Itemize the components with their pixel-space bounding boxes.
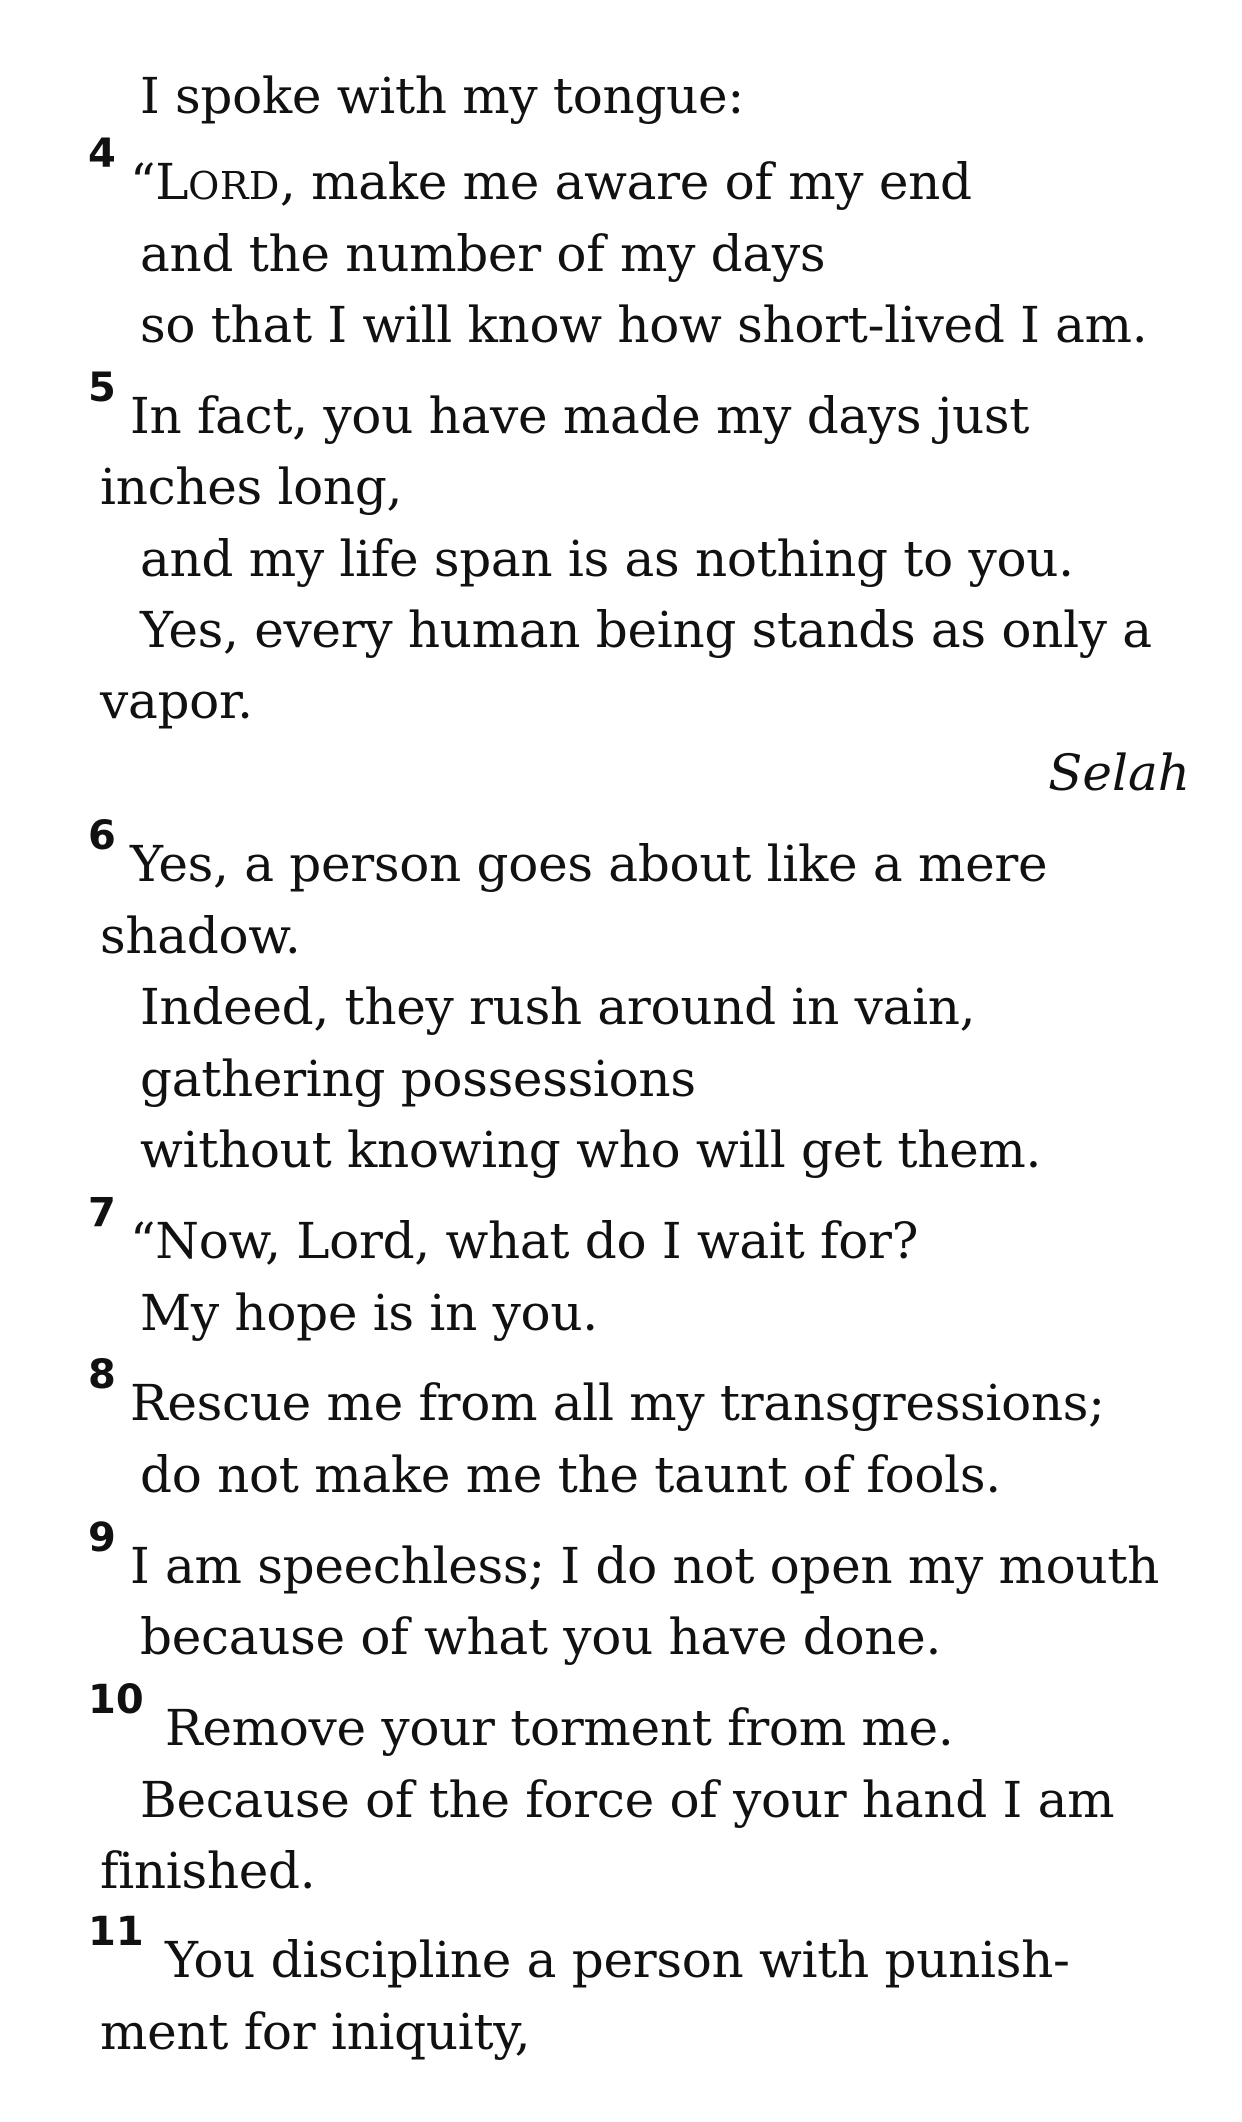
verse-6-line-1: Yes, a person goes about like a mere: [130, 835, 1048, 893]
verse-11-line-1: You discipline a person with punish-: [165, 1931, 1070, 1989]
verse-4-line-1: [130, 150, 972, 218]
verse-6-line-3: gathering possessions: [140, 1050, 696, 1108]
verse-number-8: 8: [88, 1352, 116, 1398]
verse-4-line-1-rest: , make me aware of my end: [279, 153, 972, 211]
selah-marker: Selah: [1048, 744, 1190, 802]
verse-10-line-1: Remove your torment from me.: [165, 1699, 954, 1757]
verse-6-line-4: without knowing who will get them.: [140, 1121, 1042, 1179]
verse-9-line-1: I am speechless; I do not open my mouth: [130, 1537, 1160, 1595]
lord-small-caps: ORD: [188, 164, 280, 208]
verse-5-line-2: and my life span is as nothing to you.: [140, 530, 1074, 588]
verse-4-line-2: and the number of my days: [140, 225, 826, 283]
verse-5-line-1: In fact, you have made my days just: [130, 387, 1030, 445]
verse-number-5: 5: [88, 365, 116, 411]
verse-10-line-2-cont: finished.: [100, 1842, 316, 1900]
verse-5-line-1-cont: inches long,: [100, 458, 403, 516]
verse-number-9: 9: [88, 1515, 116, 1561]
verse-11-line-1-cont: ment for iniquity,: [100, 2003, 531, 2061]
verse-6-line-2: Indeed, they rush around in vain,: [140, 978, 976, 1036]
verse-number-6: 6: [88, 813, 116, 859]
verse-7-line-2: My hope is in you.: [140, 1284, 598, 1342]
verse-7-line-1: “Now, Lord, what do I wait for?: [130, 1212, 919, 1270]
verse-number-11: 11: [88, 1909, 144, 1955]
verse-number-4: 4: [88, 131, 116, 177]
verse-4-open: “L: [130, 153, 189, 211]
verse-10-line-2: Because of the force of your hand I am: [140, 1771, 1115, 1829]
verse-9-line-2: because of what you have done.: [140, 1608, 942, 1666]
verse-number-10: 10: [88, 1677, 144, 1723]
verse-5-line-3-cont: vapor.: [100, 672, 253, 730]
verse-5-line-3: Yes, every human being stands as only a: [140, 601, 1152, 659]
verse-8-line-1: Rescue me from all my transgressions;: [130, 1374, 1105, 1432]
verse-3-line: I spoke with my tongue:: [140, 67, 744, 125]
verse-number-7: 7: [88, 1190, 116, 1236]
verse-8-line-2: do not make me the taunt of fools.: [140, 1446, 1001, 1504]
verse-4-line-3: so that I will know how short-lived I am.: [140, 296, 1148, 354]
verse-6-line-1-cont: shadow.: [100, 907, 301, 965]
